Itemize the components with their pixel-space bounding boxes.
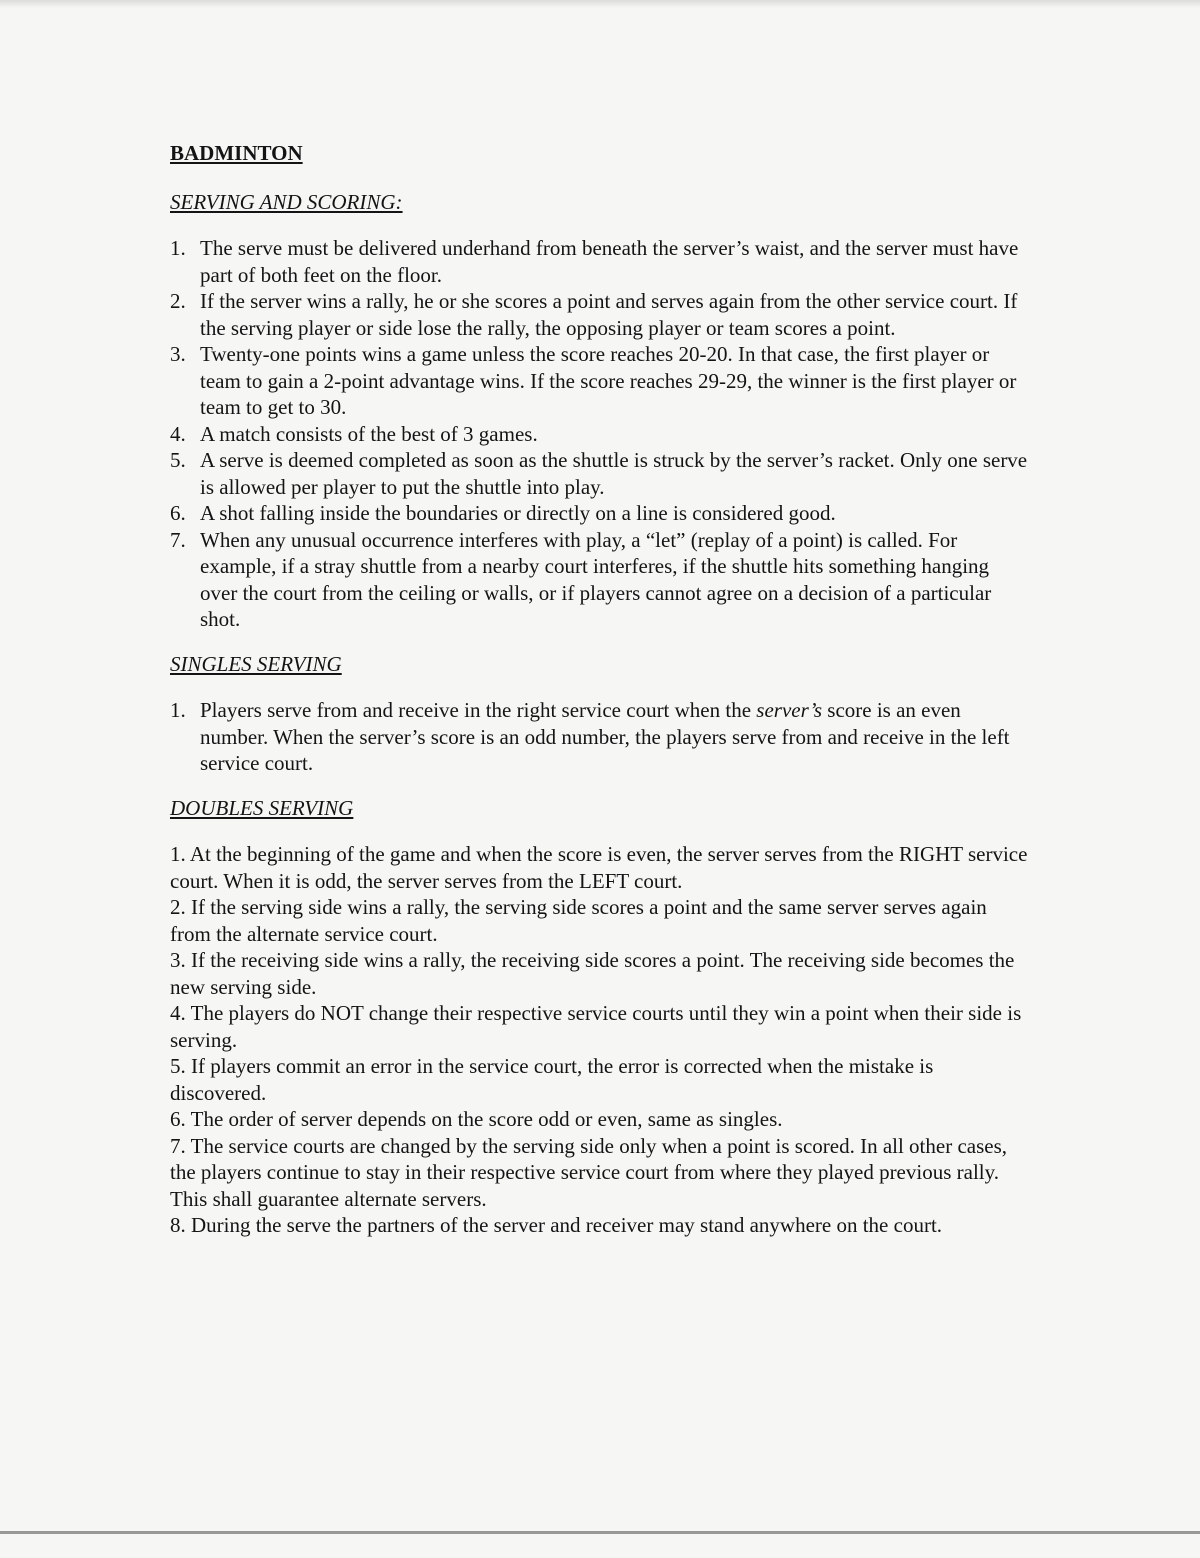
list-item: 3. Twenty-one points wins a game unless the score reaches 20-20. In that case, the first player or team to gain a 2-point advantage wins. If the score reaches 29-29, the winner is the first player or team to get to 30.	[170, 342, 1017, 419]
list-item: 8. During the serve the partners of the server and receiver may stand anywhere on the court.	[170, 1213, 943, 1237]
list-item: 2. If the serving side wins a rally, the serving side scores a point and the same server serves again from the alternate service court.	[170, 895, 987, 946]
list-item: 2. If the server wins a rally, he or she scores a point and serves again from the other service court. If the serving player or side lose the rally, the opposing player or team scores a point.	[170, 289, 1018, 340]
list-item: 3. If the receiving side wins a rally, the receiving side scores a point. The receiving side becomes the new serving side.	[170, 948, 1015, 999]
document-body	[170, 140, 1030, 1239]
list-item: 5. A serve is deemed completed as soon as the shuttle is struck by the server’s racket. Only one serve is allowed per player to put the shuttle into play.	[170, 448, 1028, 499]
list-item: 1. The serve must be delivered underhand from beneath the server’s waist, and the server must have part of both feet on the floor.	[170, 236, 1019, 287]
list-item: 1. At the beginning of the game and when the score is even, the server serves from the RIGHT service court. When it is odd, the server serves from the LEFT court.	[170, 842, 1028, 893]
doubles-serving-list	[170, 841, 1030, 1239]
list-item: 7. The service courts are changed by the serving side only when a point is scored. In all other cases, the players continue to stay in their respective service court from where they played previous rally. This shall guarantee alternate servers.	[170, 1133, 1008, 1211]
list-item: 6. The order of server depends on the score odd or even, same as singles.	[170, 1107, 783, 1131]
section-heading-singles-serving: SINGLES SERVING	[170, 651, 342, 676]
scan-edge-bottom	[0, 1531, 1200, 1534]
list-item: 1. Players serve from and receive in the right service court when the server’s score is an even number. When the server’s score is an odd number, the players serve from and receive in the left service court.	[170, 698, 1010, 775]
list-item: 4. The players do NOT change their respective service courts until they win a point when their side is serving.	[170, 1001, 1022, 1052]
list-item: 4. A match consists of the best of 3 games.	[170, 421, 538, 446]
section-heading-doubles-serving: DOUBLES SERVING	[170, 795, 354, 820]
singles-serving-list	[170, 697, 1030, 777]
section-heading-serving-scoring: SERVING AND SCORING:	[170, 189, 403, 214]
list-item: 6. A shot falling inside the boundaries or directly on a line is considered good.	[170, 501, 836, 525]
list-item: 5. If players commit an error in the service court, the error is corrected when the mistake is discovered.	[170, 1054, 934, 1105]
serving-scoring-list	[170, 235, 1030, 633]
list-item: 7. When any unusual occurrence interferes with play, a “let” (replay of a point) is called. For example, if a stray shuttle from a nearby court interferes, if the shuttle hits something hanging over the court from the ceiling or walls, or if players cannot agree on a decision of a particular shot.	[170, 527, 992, 631]
scan-shadow-top	[0, 0, 1200, 8]
document-title: BADMINTON	[170, 141, 303, 165]
